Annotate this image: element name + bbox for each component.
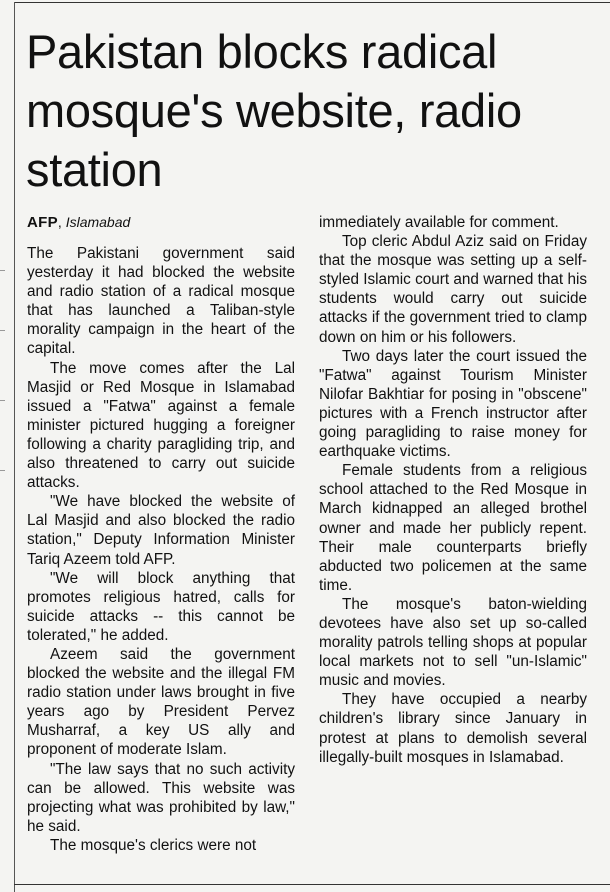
paragraph: The mosque's clerics were not bbox=[50, 836, 257, 854]
paragraph: Two days later the court issued the "Fatwa" against Tourism Minister Nilofar Bakhtiar for posing in "obscene" pictures with a French instructor after going paragliding to raise money for earthquake victims. bbox=[319, 347, 587, 461]
margin-mark bbox=[0, 270, 5, 271]
left-column-rule bbox=[14, 2, 15, 892]
paragraph: Azeem said the government blocked the website and the illegal FM radio station under laws brought in five years ago by President Pervez Musharraf, a key US ally and proponent of moderate Islam. bbox=[27, 645, 295, 759]
paragraph: "We will block anything that promotes religious hatred, calls for suicide attacks -- this cannot be tolerated," he added. bbox=[27, 569, 295, 644]
margin-mark bbox=[0, 330, 5, 331]
paragraph: "We have blocked the website of Lal Masjid and also blocked the radio station," Deputy Information Minister Tariq Azeem told AFP. bbox=[27, 493, 295, 568]
top-rule bbox=[14, 2, 610, 3]
paragraph-continuation: immediately available for comment. bbox=[319, 214, 559, 231]
paragraph: The Pakistani government said yesterday it had blocked the website and radio station of a radical mosque that has launched a Taliban-style morality campaign in the heart of the capital. bbox=[27, 245, 295, 358]
byline-place: Islamabad bbox=[65, 214, 131, 230]
paragraph: Top cleric Abdul Aziz said on Friday that the mosque was setting up a self-styled Islamic court and warned that his students would carry out suicide attacks if the government tried to clamp down on him or his followers. bbox=[319, 233, 587, 346]
paragraph: "The law says that no such activity can be allowed. This website was projecting what was prohibited by law," he said. bbox=[27, 760, 295, 835]
article-column-right bbox=[319, 213, 587, 767]
paragraph: The move comes after the Lal Masjid or Red Mosque in Islamabad issued a "Fatwa" against a female minister pictured hugging a foreigner following a charity paragliding trip, and also threatened to carry out suicide attacks. bbox=[27, 359, 295, 492]
paragraph: Female students from a religious school attached to the Red Mosque in March kidnapped an alleged brothel owner and made her publicly repent. Their male counterparts briefly abducted two policemen at the same time. bbox=[319, 462, 587, 594]
byline-agency: AFP bbox=[27, 214, 58, 231]
byline bbox=[27, 213, 295, 232]
bottom-rule bbox=[14, 884, 610, 885]
paragraph: The mosque's baton-wielding devotees have also set up so-called morality patrols telling shops at popular local markets not to sell "un-Islamic" music and movies. bbox=[319, 595, 587, 690]
margin-mark bbox=[0, 400, 5, 401]
margin-mark bbox=[0, 470, 5, 471]
article-column-left bbox=[27, 213, 295, 855]
article-headline: Pakistan blocks radical mosque's website, radio station bbox=[26, 25, 522, 196]
byline-separator: , bbox=[57, 214, 66, 230]
paragraph: They have occupied a nearby children's library since January in protest at plans to demolish several illegally-built mosques in Islamabad. bbox=[319, 691, 587, 766]
